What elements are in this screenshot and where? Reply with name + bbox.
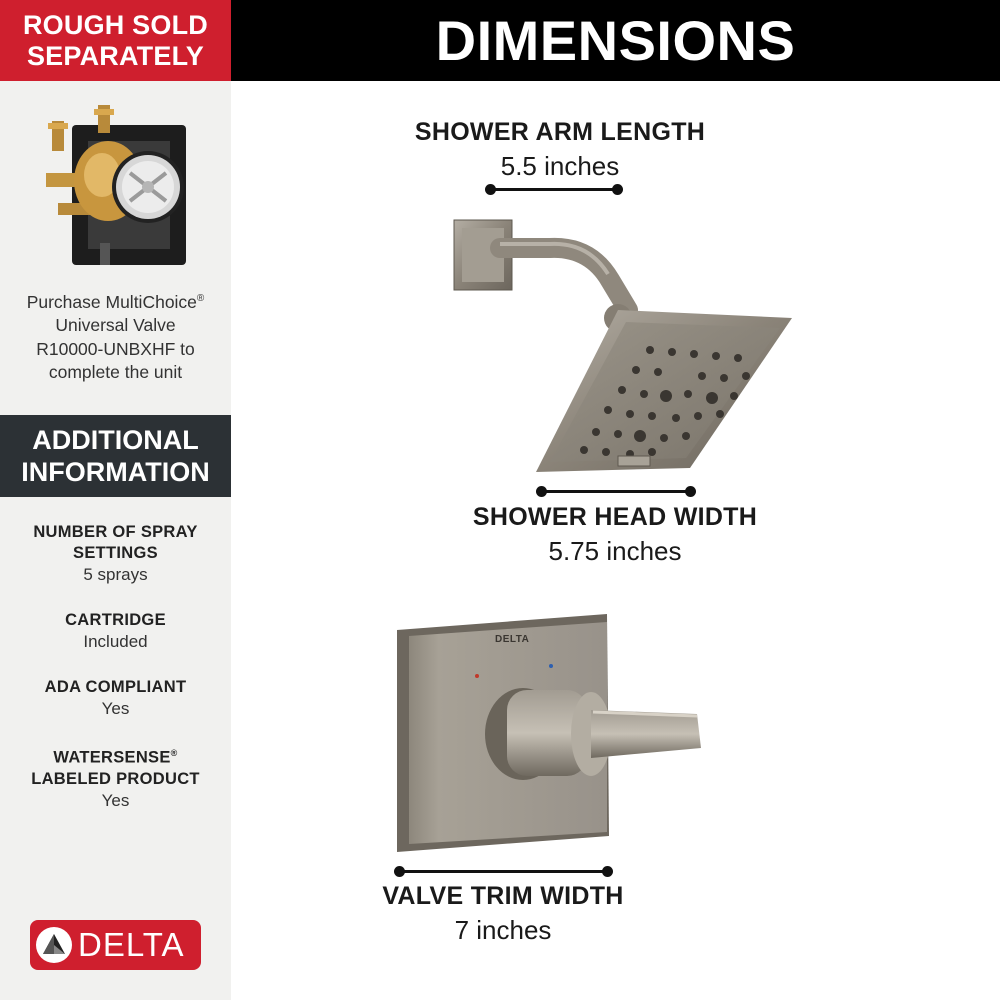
- registered-mark: ®: [196, 293, 205, 304]
- dimensions-banner: [231, 0, 1000, 81]
- valve-trim-image: [395, 612, 710, 857]
- delta-logo: [30, 920, 201, 970]
- dimension-line-shower-arm: [490, 188, 618, 191]
- spec-label: ADA COMPLIANT: [44, 678, 187, 696]
- dimension-line-valve-trim: [399, 870, 608, 873]
- spec-spray-settings: [0, 522, 231, 585]
- registered-mark: ®: [170, 748, 178, 758]
- spec-cartridge: [0, 610, 231, 652]
- delta-logo-text: DELTA: [78, 926, 185, 963]
- spec-label: CARTRIDGE: [65, 611, 166, 629]
- dimension-label-shower-arm: SHOWER ARM LENGTH: [414, 118, 706, 146]
- dimension-label-shower-head: SHOWER HEAD WIDTH: [472, 503, 758, 531]
- purchase-line-3: R10000-UNBXHF to: [36, 338, 195, 359]
- spec-value: Yes: [101, 790, 130, 810]
- dimension-value-shower-head: 5.75 inches: [548, 536, 682, 566]
- spec-label: LABELED PRODUCT: [31, 769, 200, 788]
- spec-value: Included: [83, 632, 148, 651]
- spec-value: Yes: [101, 699, 130, 718]
- spec-value: 5 sprays: [83, 565, 148, 584]
- rough-title-line2: SEPARATELY: [26, 40, 205, 71]
- additional-title-line2: INFORMATION: [21, 457, 210, 487]
- spec-ada-compliant: [0, 677, 231, 719]
- dimension-line-shower-head: [541, 490, 691, 493]
- page-title: DIMENSIONS: [435, 9, 796, 72]
- spec-label: WATERSENSE: [53, 748, 171, 767]
- sidebar: [0, 0, 231, 1000]
- purchase-line-4: complete the unit: [48, 362, 183, 383]
- spec-watersense: [0, 743, 231, 811]
- rough-sold-separately-banner: [0, 0, 231, 81]
- rough-title-line1: ROUGH SOLD: [22, 9, 208, 40]
- spec-label: NUMBER OF SPRAY: [33, 523, 198, 541]
- dimension-value-valve-trim: 7 inches: [454, 915, 552, 945]
- additional-title-line1: ADDITIONAL: [32, 425, 199, 455]
- shower-head-image: [440, 210, 810, 480]
- dimension-value-shower-arm: 5.5 inches: [500, 151, 620, 181]
- rough-valve-image: [40, 103, 190, 273]
- dimension-label-valve-trim: VALVE TRIM WIDTH: [382, 882, 624, 910]
- delta-triangle-icon: [36, 927, 72, 963]
- purchase-line-1: Purchase MultiChoice: [26, 291, 197, 312]
- additional-information-banner: [0, 415, 231, 497]
- purchase-line-2: Universal Valve: [55, 315, 176, 336]
- trim-brand-mark: DELTA: [495, 634, 530, 645]
- spec-label: SETTINGS: [73, 544, 158, 562]
- purchase-valve-note: [0, 287, 231, 385]
